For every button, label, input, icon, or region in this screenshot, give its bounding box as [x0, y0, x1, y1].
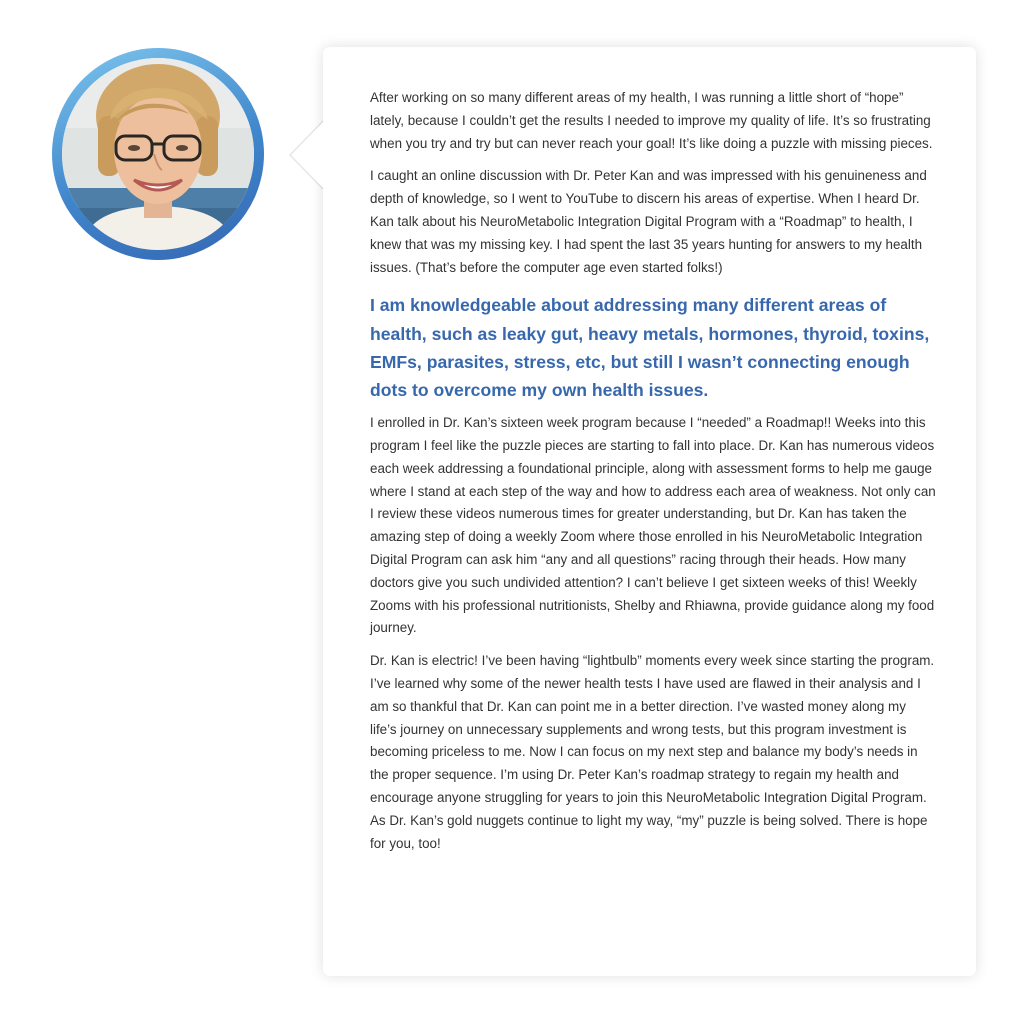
avatar-ring: [52, 48, 264, 260]
testimonial-paragraph-3: I enrolled in Dr. Kan’s sixteen week program because I “needed” a Roadmap!! Weeks into this program I feel like the puzzle pieces are starting to fall into place. Dr. Kan has numerous videos each week addressing a foundational principle, along with assessment forms to help me gauge where I stand at each step of the way and how to address each area of weakness. Not only can I review these videos numerous times for greater understanding, but Dr. Kan has taken the amazing step of doing a weekly Zoom where those enrolled in his NeuroMetabolic Integration Digital Program can ask him “any and all questions” racing through their heads. How many doctors give you such undivided attention? I can’t believe I get sixteen weeks of this! Weekly Zooms with his professional nutritionists, Shelby and Rhiawna, provide guidance along my food journey.: [370, 415, 936, 636]
woman-portrait-icon: [62, 58, 254, 250]
testimonial-paragraph-2: I caught an online discussion with Dr. Peter Kan and was impressed with his genuineness and depth of knowledge, so I went to YouTube to discern his areas of expertise. When I heard Dr. Kan talk about his NeuroMetabolic Integration Digital Program with a “Roadmap” to health, I knew that was my missing key. I had spent the last 35 years hunting for answers to my health issues. (That’s before the computer age even started folks!): [370, 168, 927, 275]
avatar: [62, 58, 254, 250]
testimonial-body: [370, 87, 936, 865]
highlight-quote: I am knowledgeable about addressing many different areas of health, such as leaky gut, heavy metals, hormones, thyroid, toxins, EMFs, parasites, stress, etc, but still I wasn’t connecting enough dots to overcome my own health issues.: [370, 295, 930, 400]
speech-pointer-fill: [291, 120, 325, 190]
testimonial-paragraph-1: After working on so many different areas of my health, I was running a little short of “hope” lately, because I couldn’t get the results I needed to improve my quality of life. It’s so frustrating when you try and try but can never reach your goal! It’s like doing a puzzle with missing pieces.: [370, 90, 933, 151]
testimonial-paragraph-4: Dr. Kan is electric! I’ve been having “lightbulb” moments every week since starting the program. I’ve learned why some of the newer health tests I have used are flawed in their analysis and I am so thankful that Dr. Kan can point me in a better direction. I’ve wasted money along my life’s journey on unnecessary supplements and wrong tests, but this program investment is becoming priceless to me. Now I can focus on my next step and balance my body’s needs in the proper sequence. I’m using Dr. Peter Kan’s roadmap strategy to regain my health and encourage anyone struggling for years to join this NeuroMetabolic Integration Digital Program. As Dr. Kan’s gold nuggets continue to light my way, “my” puzzle is being solved. There is hope for you, too!: [370, 653, 935, 851]
testimonial-card: [323, 47, 976, 976]
